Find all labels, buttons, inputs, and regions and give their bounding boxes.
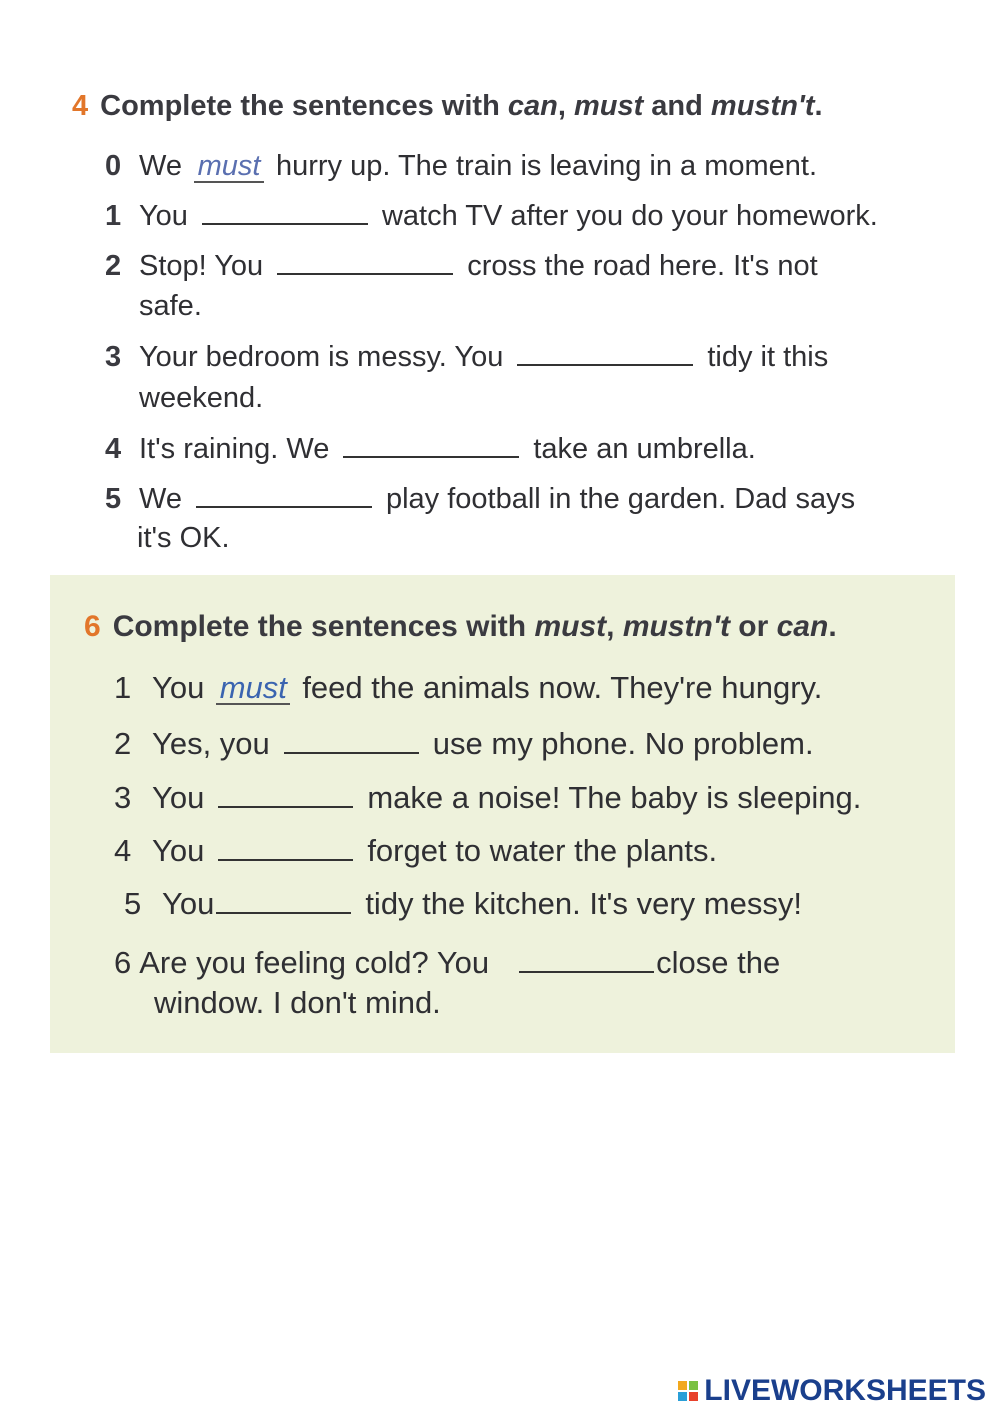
ex4-item-3: 3 Your bedroom is messy. You tidy it this <box>105 336 828 378</box>
ex6-blank-3[interactable] <box>218 778 353 808</box>
brand-name: LIVEWORKSHEETS <box>704 1374 986 1407</box>
ex4-item-2: 2 Stop! You cross the road here. It's not <box>105 245 818 287</box>
ex6-item-5: 5 You tidy the kitchen. It's very messy! <box>124 886 802 921</box>
ex4-item-4: 4 It's raining. We take an umbrella. <box>105 428 756 470</box>
ex6-item-6: 6 Are you feeling cold? You close the <box>114 945 781 980</box>
logo-grid-icon <box>678 1381 698 1401</box>
ex4-answer-0[interactable]: must <box>194 151 264 183</box>
ex4-item-2-cont: safe. <box>139 290 202 322</box>
ex6-blank-5[interactable] <box>216 884 351 914</box>
ex6-item-1: 1 You must feed the animals now. They're hungry. <box>114 670 823 705</box>
ex4-item-0: 0 We must hurry up. The train is leaving in a moment. <box>105 150 818 182</box>
ex6-answer-1[interactable]: must <box>216 673 290 705</box>
ex6-item-6-cont: window. I don't mind. <box>154 985 441 1020</box>
liveworksheets-logo <box>678 1374 986 1408</box>
ex4-item-3-cont: weekend. <box>139 382 264 414</box>
ex4-item-5: 5 We play football in the garden. Dad says <box>105 478 855 520</box>
ex6-item-3: 3 You make a noise! The baby is sleeping. <box>114 780 862 815</box>
ex6-item-2: 2 Yes, you use my phone. No problem. <box>114 726 814 761</box>
ex6-blank-6[interactable] <box>519 943 654 973</box>
ex4-item-5-cont: it's OK. <box>137 522 230 554</box>
exercise-4-title: 4 Complete the sentences with can, must and mustn't. <box>72 90 823 122</box>
ex4-item-1: 1 You watch TV after you do your homework. <box>105 195 878 237</box>
ex4-blank-2[interactable] <box>277 245 453 275</box>
ex4-blank-3[interactable] <box>517 336 693 366</box>
ex6-blank-2[interactable] <box>284 724 419 754</box>
exercise-4-number: 4 <box>72 90 89 122</box>
exercise-6-number: 6 <box>84 610 101 643</box>
ex6-blank-4[interactable] <box>218 831 353 861</box>
ex6-item-4: 4 You forget to water the plants. <box>114 833 718 868</box>
exercise-6-title: 6 Complete the sentences with must, mustn't or can. <box>84 610 837 643</box>
ex4-blank-4[interactable] <box>343 428 519 458</box>
ex4-blank-1[interactable] <box>202 195 368 225</box>
ex4-blank-5[interactable] <box>196 478 372 508</box>
